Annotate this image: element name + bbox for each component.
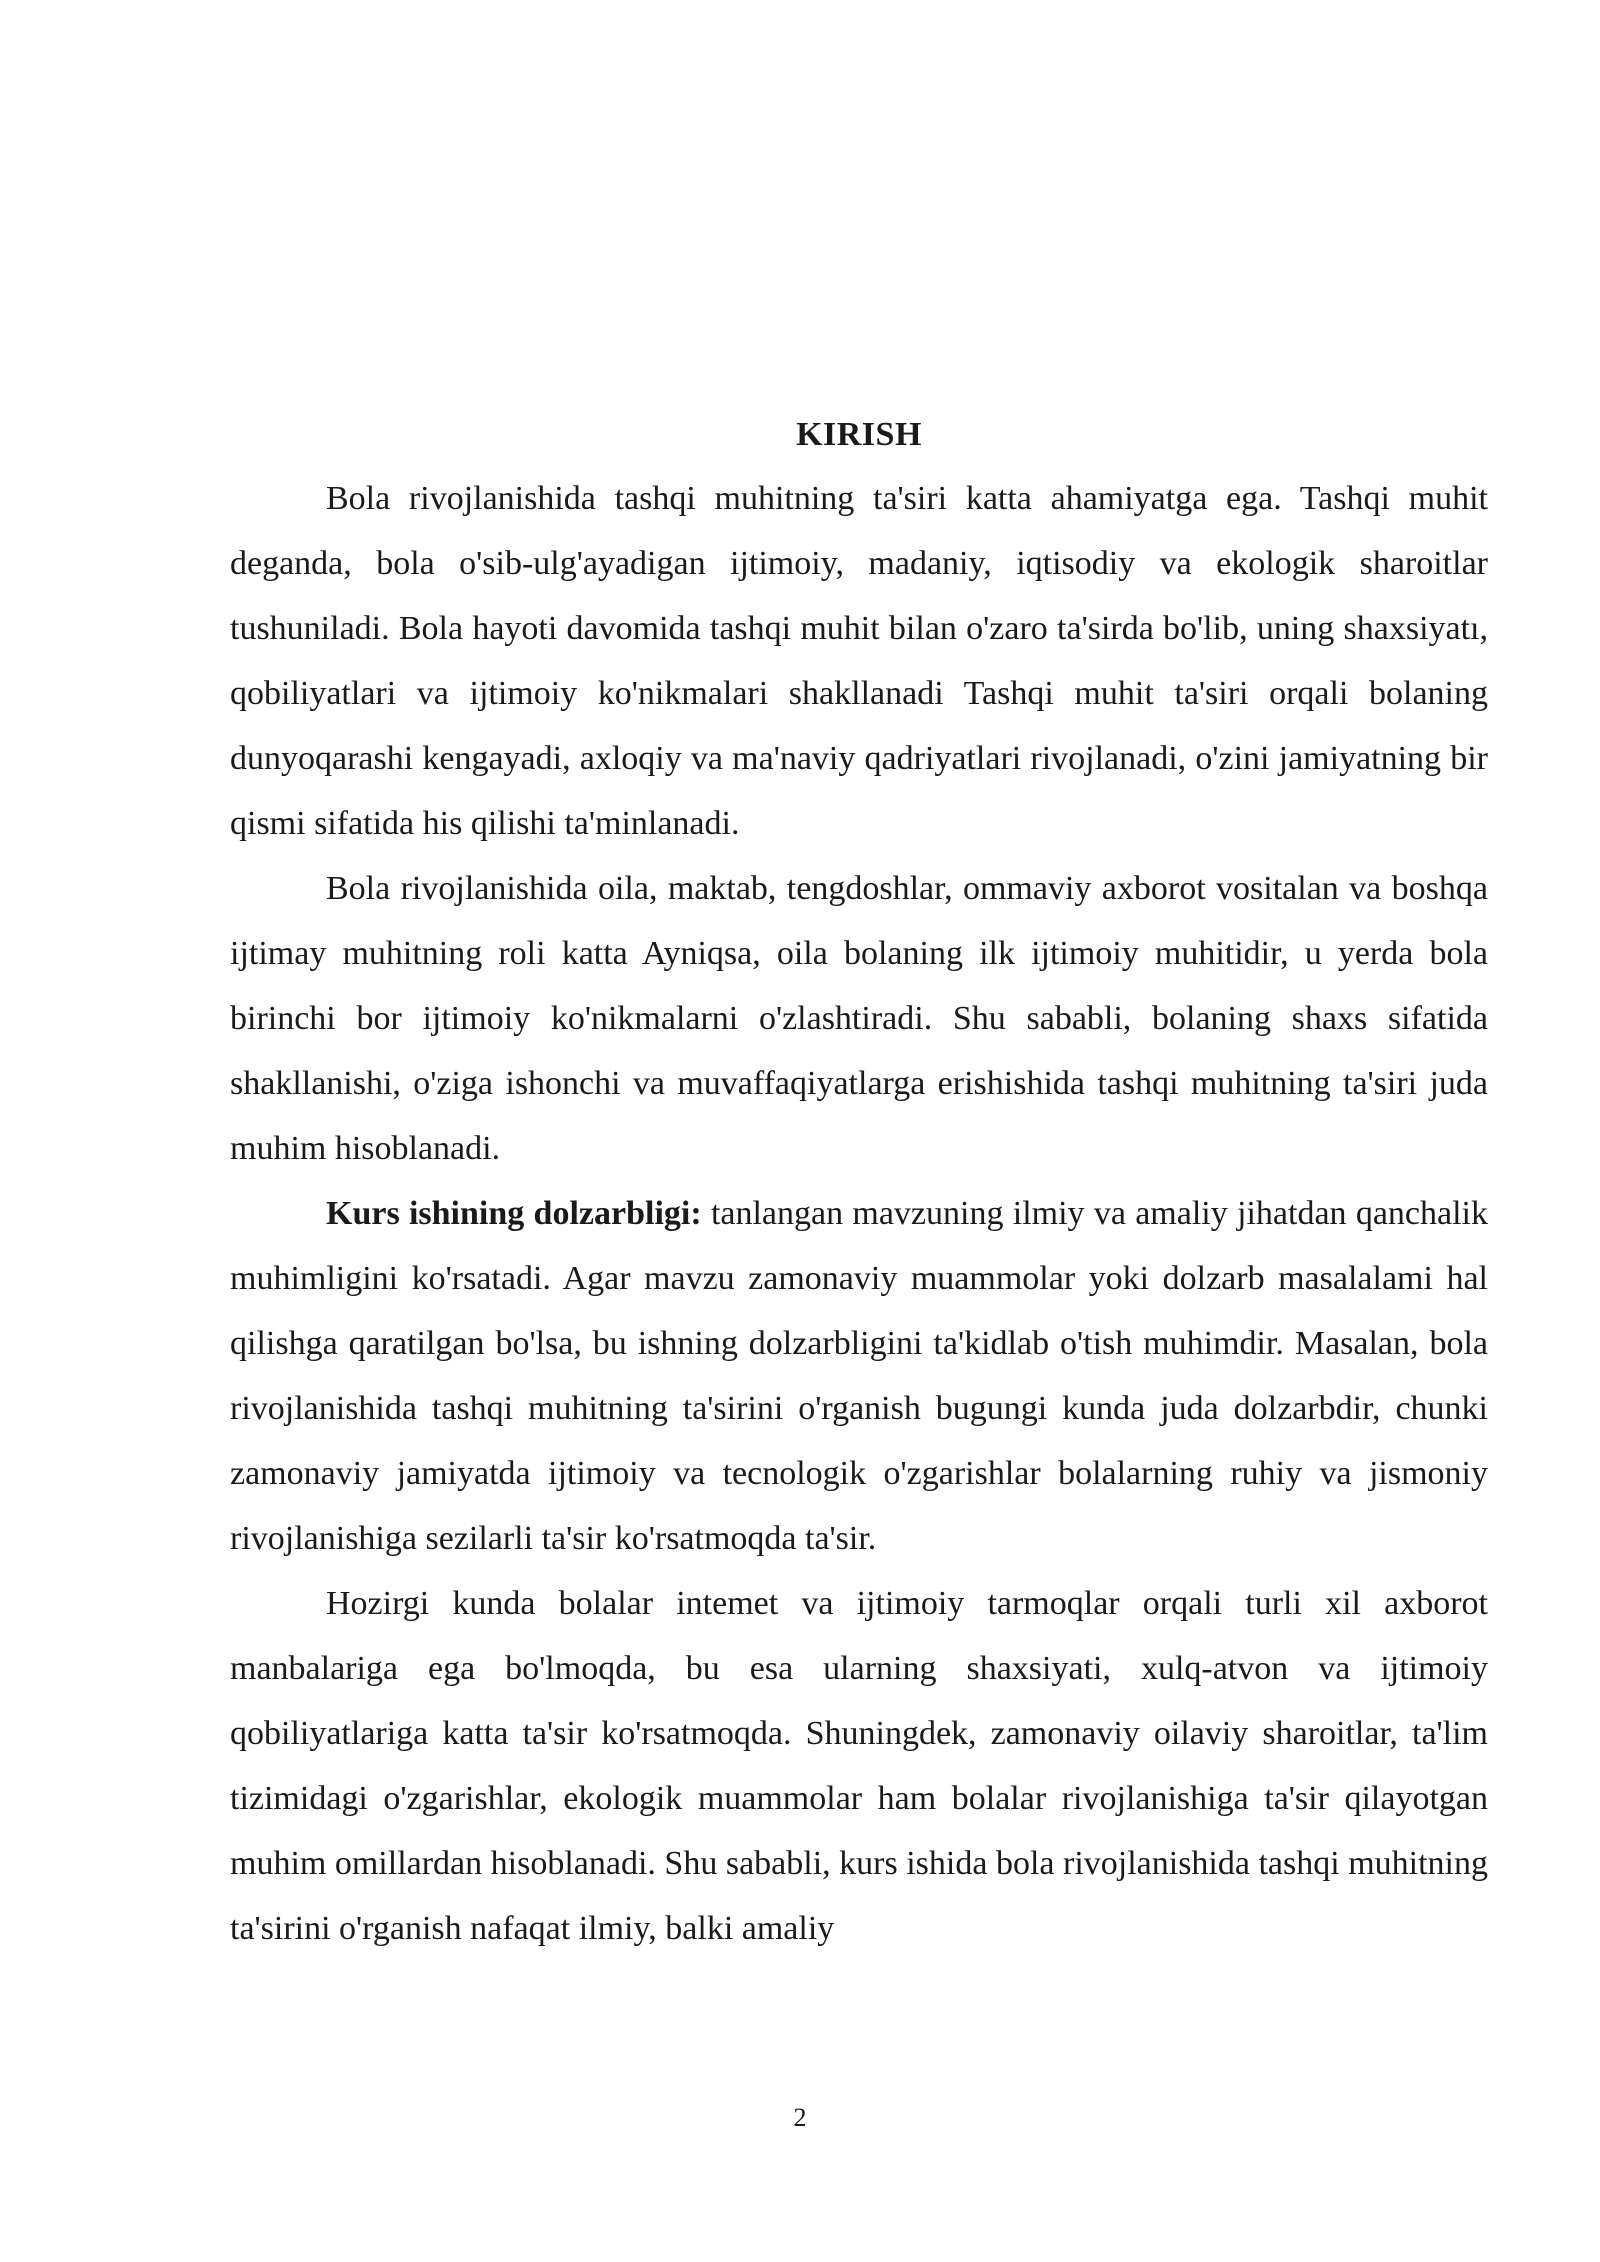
page-number: 2 (793, 2103, 807, 2132)
paragraph-3 (230, 1181, 1488, 1571)
paragraph-3-text: tanlangan mavzuning ilmiy va amaliy jihatdan qanchalik muhimligini ko'rsatadi. Agar mavzu zamonaviy muammolar yoki dolzarb masalalami hal qilishga qaratilgan bo'lsa, bu ishning dolzarbligini ta'kidlab o'tish muhimdir. Masalan, bola rivojlanishida tashqi muhitning ta'sirini o'rganish bugungi kunda juda dolzarbdir, chunki zamonaviy jamiyatda ijtimoiy va tecnologik o'zgarishlar bolalarning ruhiy va jismoniy rivojlanishiga sezilarli ta'sir ko'rsatmoqda ta'sir. (230, 1195, 1488, 1557)
section-title: KIRISH (796, 416, 922, 453)
paragraph-4 (230, 1571, 1488, 1961)
paragraph-4-text: Hozirgi kunda bolalar intemet va ijtimoiy tarmoqlar orqali turli xil axborot manbalariga ega bo'lmoqda, bu esa ularning shaxsiyati, xulq-atvon va ijtimoiy qobiliyatlariga katta ta'sir ko'rsatmoqda. Shuningdek, zamonaviy oilaviy sharoitlar, ta'lim tizimidagi o'zgarishlar, ekologik muammolar ham bolalar rivojlanishiga ta'sir qilayotgan muhim omillardan hisoblanadi. Shu sababli, kurs ishida bola rivojlanishida tashqi muhitning ta'sirini o'rganish nafaqat ilmiy, balki amaliy (230, 1585, 1488, 1947)
paragraph-3-lead: Kurs ishining dolzarbligi: (326, 1195, 702, 1232)
document-page (230, 410, 1488, 1961)
paragraph-2-text: Bola rivojlanishida oila, maktab, tengdoshlar, ommaviy axborot vositalan va boshqa ijtimay muhitning roli katta Ayniqsa, oila bolaning ilk ijtimoiy muhitidir, u yerda bola birinchi bor ijtimoiy ko'nikmalarni o'zlashtiradi. Shu sababli, bolaning shaxs sifatida shakllanishi, o'ziga ishonchi va muvaffaqiyatlarga erishishida tashqi muhitning ta'siri juda muhim hisoblanadi. (230, 870, 1488, 1167)
paragraph-2 (230, 856, 1488, 1181)
paragraph-1-text: Bola rivojlanishida tashqi muhitning ta'siri katta ahamiyatga ega. Tashqi muhit deganda, bola o'sib-ulg'ayadigan ijtimoiy, madaniy, iqtisodiy va ekologik sharoitlar tushuniladi. Bola hayoti davomida tashqi muhit bilan o'zaro ta'sirda bo'lib, uning shaxsiyatı, qobiliyatlari va ijtimoiy ko'nikmalari shakllanadi Tashqi muhit ta'siri orqali bolaning dunyoqarashi kengayadi, axloqiy va ma'naviy qadriyatlari rivojlanadi, o'zini jamiyatning bir qismi sifatida his qilishi ta'minlanadi. (230, 480, 1488, 842)
paragraph-1 (230, 466, 1488, 856)
